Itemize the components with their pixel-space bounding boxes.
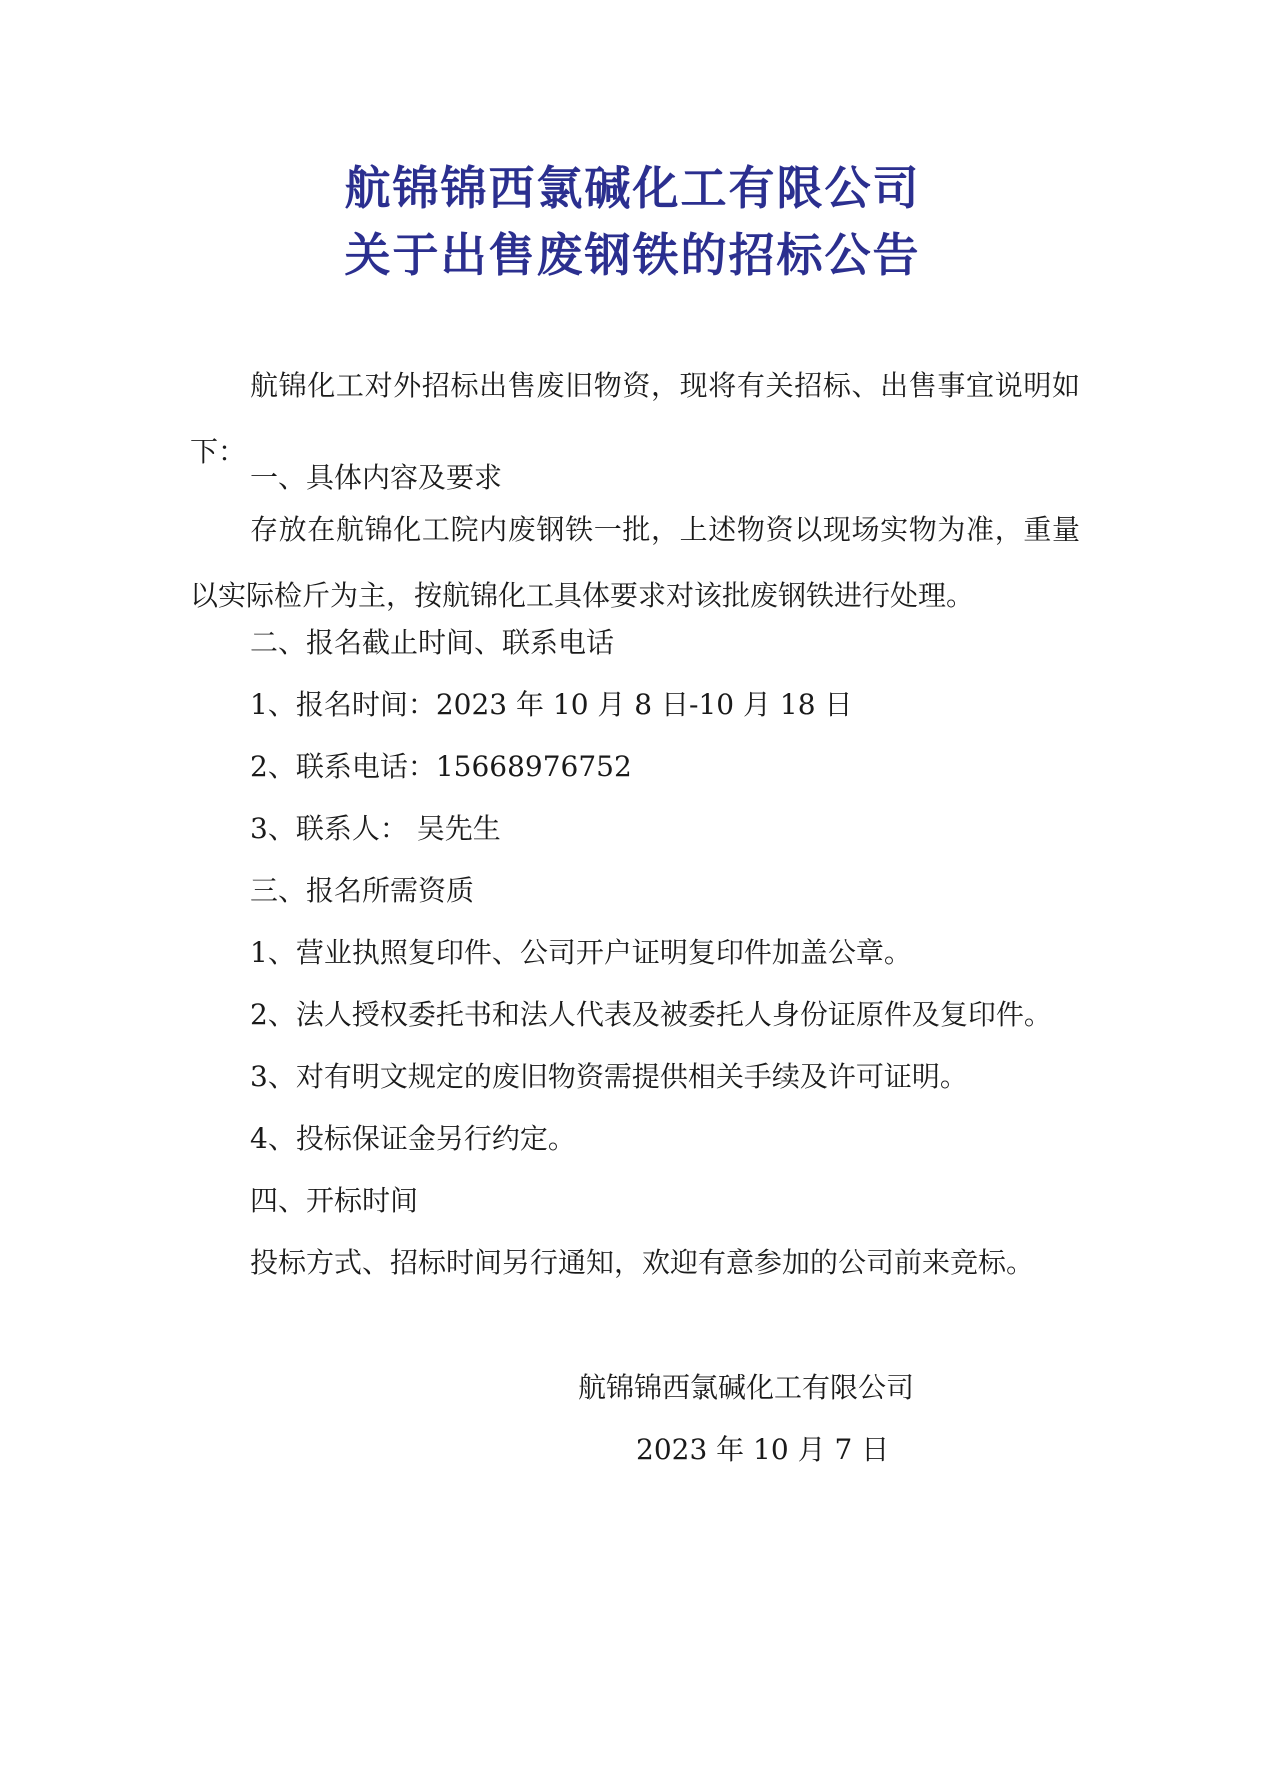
section-2-heading: 二、报名截止时间、联系电话	[250, 626, 615, 659]
section-1-body: 存放在航锦化工院内废钢铁一批，上述物资以现场实物为准，重量以实际检斤为主，按航锦化工具体要求对该批废钢铁进行处理。	[190, 513, 1080, 612]
document-title-line-2: 关于出售废钢铁的招标公告	[344, 228, 921, 282]
section-3-item-4: 4、投标保证金另行约定。	[250, 1122, 576, 1155]
section-1-heading: 一、具体内容及要求	[250, 461, 503, 494]
section-2-item-2: 2、联系电话：15668976752	[250, 750, 632, 783]
section-4-heading: 四、开标时间	[250, 1184, 419, 1217]
intro-paragraph: 航锦化工对外招标出售废旧物资，现将有关招标、出售事宜说明如下：	[190, 369, 1080, 468]
section-2-item-3: 3、联系人： 吴先生	[250, 812, 501, 845]
section-4-body: 投标方式、招标时间另行通知，欢迎有意参加的公司前来竞标。	[250, 1246, 1035, 1279]
signature-date: 2023 年 10 月 7 日	[636, 1433, 890, 1466]
section-3-item-3: 3、对有明文规定的废旧物资需提供相关手续及许可证明。	[250, 1060, 968, 1093]
signature-company: 航锦锦西氯碱化工有限公司	[578, 1371, 915, 1404]
section-3-heading: 三、报名所需资质	[250, 874, 475, 907]
section-3-item-2: 2、法人授权委托书和法人代表及被委托人身份证原件及复印件。	[250, 998, 1052, 1031]
document-title-line-1: 航锦锦西氯碱化工有限公司	[344, 161, 921, 215]
section-2-item-1: 1、报名时间：2023 年 10 月 8 日-10 月 18 日	[250, 688, 853, 721]
section-3-item-1: 1、营业执照复印件、公司开户证明复印件加盖公章。	[250, 936, 912, 969]
